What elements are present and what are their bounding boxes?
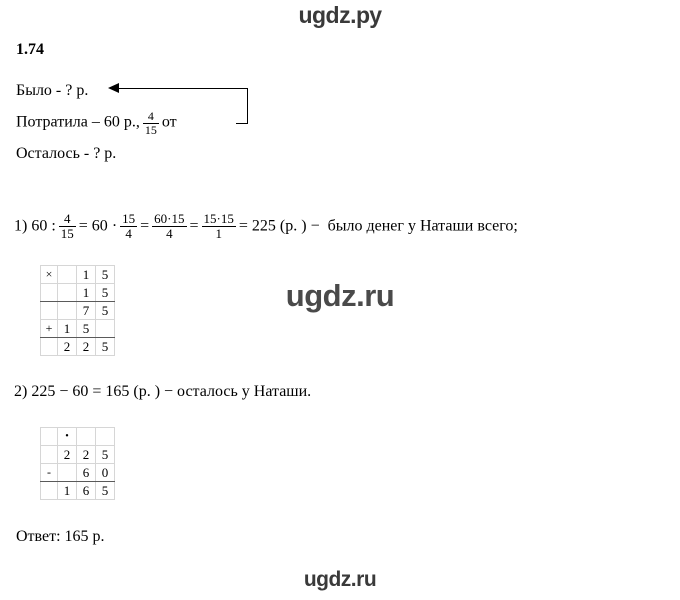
bracket-bottom-line [236, 123, 248, 124]
step-1-expr-start: 60 : [31, 217, 56, 235]
mult-partial2-digit-1: 5 [77, 320, 96, 338]
condition-line-1: Было - ? р. [16, 82, 89, 99]
table-row [41, 428, 115, 446]
carry-mark: • [58, 428, 77, 446]
table-row [41, 266, 115, 284]
fraction-numerator: 4 [147, 109, 154, 123]
mult-partial1-digit-2: 5 [96, 302, 115, 320]
watermark-top: ugdz.ру [298, 2, 382, 28]
sub-subtrahend-digit-0 [58, 464, 77, 482]
condition-line-3: Осталось - ? р. [16, 145, 117, 162]
fraction-denominator: 4 [120, 226, 137, 241]
watermark-bottom: ugdz.ru [303, 568, 377, 591]
sub-carry-blank-1 [77, 428, 96, 446]
sub-minuend-digit-0: 2 [58, 446, 77, 464]
mult-row2-digit-2: 5 [96, 284, 115, 302]
sub-op-blank-3 [41, 482, 58, 500]
step-1-fraction-4 [202, 212, 236, 240]
step-1-index: 1) [14, 217, 28, 235]
step-1-eq-4: = 225 (р. ) − [238, 217, 320, 235]
task-number: 1.74 [16, 41, 44, 58]
sub-minuend-digit-1: 2 [77, 446, 96, 464]
mult-row1-digit-2: 5 [96, 266, 115, 284]
table-row [41, 446, 115, 464]
fraction-numerator: 60·15 [154, 211, 185, 226]
fraction-denominator: 15 [144, 122, 157, 137]
table-row [41, 302, 115, 320]
mult-op-blank-2 [41, 302, 58, 320]
sub-carry-blank-2 [96, 428, 115, 446]
subtraction-operator: - [41, 464, 58, 482]
table-row [41, 338, 115, 356]
fraction-denominator: 4 [152, 226, 186, 241]
column-subtraction [40, 427, 115, 500]
fraction-denominator: 15 [60, 225, 74, 241]
bracket-top-line [118, 88, 248, 89]
fraction-denominator: 1 [202, 226, 236, 241]
solution-step-1 [14, 212, 518, 240]
condition-line-2-suffix: от [161, 113, 177, 131]
fraction-numerator: 15·15 [203, 211, 234, 226]
fraction-numerator: 15 [122, 211, 136, 226]
sub-subtrahend-digit-2: 0 [96, 464, 115, 482]
step-2-index: 2) [14, 383, 28, 400]
sub-minuend-digit-2: 5 [96, 446, 115, 464]
sub-subtrahend-digit-1: 6 [77, 464, 96, 482]
table-row [41, 284, 115, 302]
table-row [41, 320, 115, 338]
answer-line: Ответ: 165 р. [16, 528, 105, 545]
step-1-eq-3: = [189, 217, 199, 235]
step-1-dot: · [111, 217, 118, 235]
bracket-diagram [108, 82, 248, 124]
column-subtraction-table [40, 427, 115, 500]
mult-op-blank-3 [41, 338, 58, 356]
mult-result-digit-0: 2 [58, 338, 77, 356]
plus-operator: + [41, 320, 58, 338]
sub-op-blank [41, 428, 58, 446]
step-1-fraction-1 [59, 212, 76, 240]
mult-result-digit-1: 2 [77, 338, 96, 356]
step-1-fraction-2 [120, 212, 137, 240]
step-2-expression: 225 − 60 = 165 (р. ) − осталось у Наташи. [31, 383, 312, 400]
mult-partial1-digit-1: 7 [77, 302, 96, 320]
mult-result-digit-2: 5 [96, 338, 115, 356]
mult-partial2-digit-2 [96, 320, 115, 338]
step-1-eq-2: = [140, 217, 150, 235]
mult-row2-digit-0 [58, 284, 77, 302]
table-row [41, 482, 115, 500]
sub-result-digit-1: 6 [77, 482, 96, 500]
table-row [41, 464, 115, 482]
mult-partial2-digit-0: 1 [58, 320, 77, 338]
column-multiplication-table [40, 265, 115, 356]
step-1-comment: было денег у Наташи всего; [327, 217, 518, 235]
step-1-fraction-3 [152, 212, 186, 240]
bracket-vertical-line [247, 88, 248, 124]
multiplication-operator: × [41, 266, 58, 284]
step-1-eq-1: = 60 [78, 217, 108, 235]
mult-partial1-digit-0 [58, 302, 77, 320]
condition-line-2-prefix: Потратила – 60 р., [16, 113, 140, 131]
mult-row2-digit-1: 1 [77, 284, 96, 302]
sub-result-digit-2: 5 [96, 482, 115, 500]
mult-row1-digit-0 [58, 266, 77, 284]
sub-result-digit-0: 1 [58, 482, 77, 500]
solution-step-2 [14, 383, 311, 401]
column-multiplication [40, 265, 115, 356]
fraction-numerator: 4 [64, 211, 71, 226]
watermark-middle: ugdz.ru [285, 278, 395, 313]
mult-row1-digit-1: 1 [77, 266, 96, 284]
mult-op-blank [41, 284, 58, 302]
sub-op-blank-2 [41, 446, 58, 464]
